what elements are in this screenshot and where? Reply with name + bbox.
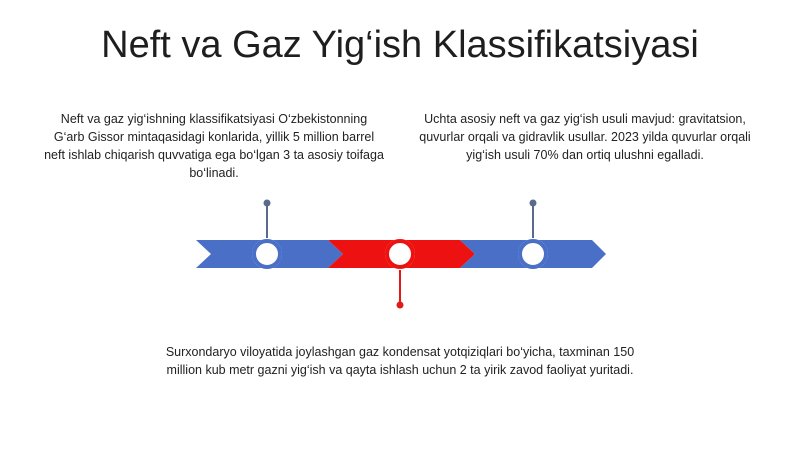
stem-dot-left <box>264 200 271 207</box>
text-block-bottom: Surxondaryo viloyatida joylashgan gaz kondensat yotqiziqlari bo‘yicha, taxminan 150 million kub metr gazni yig‘ish va qayta ishlash uchun 2 ta yirik zavod faoliyat yuritadi. <box>165 345 635 378</box>
marker-left-ring <box>254 241 280 267</box>
text-block-left: Neft va gaz yig‘ishning klassifikatsiyasi O‘zbekistonning G‘arb Gissor mintaqasidagi konlarida, yillik 5 million barrel neft ishlab chiqarish quvvatiga ega bo‘lgan 3 ta asosiy toifaga bo‘linadi. <box>44 112 384 181</box>
stem-dot-right <box>530 200 537 207</box>
stem-dot-center <box>397 302 404 309</box>
marker-center-ring <box>387 241 413 267</box>
slide-title: Neft va Gaz Yig‘ish Klassifikatsiyasi <box>101 24 699 66</box>
text-block-right: Uchta asosiy neft va gaz yig‘ish usuli mavjud: gravitatsion, quvurlar orqali va gidravlik usullar. 2023 yilda quvurlar orqali yig‘ish usuli 70% dan ortiq ulushni egalladi. <box>419 112 751 163</box>
marker-right-ring <box>520 241 546 267</box>
